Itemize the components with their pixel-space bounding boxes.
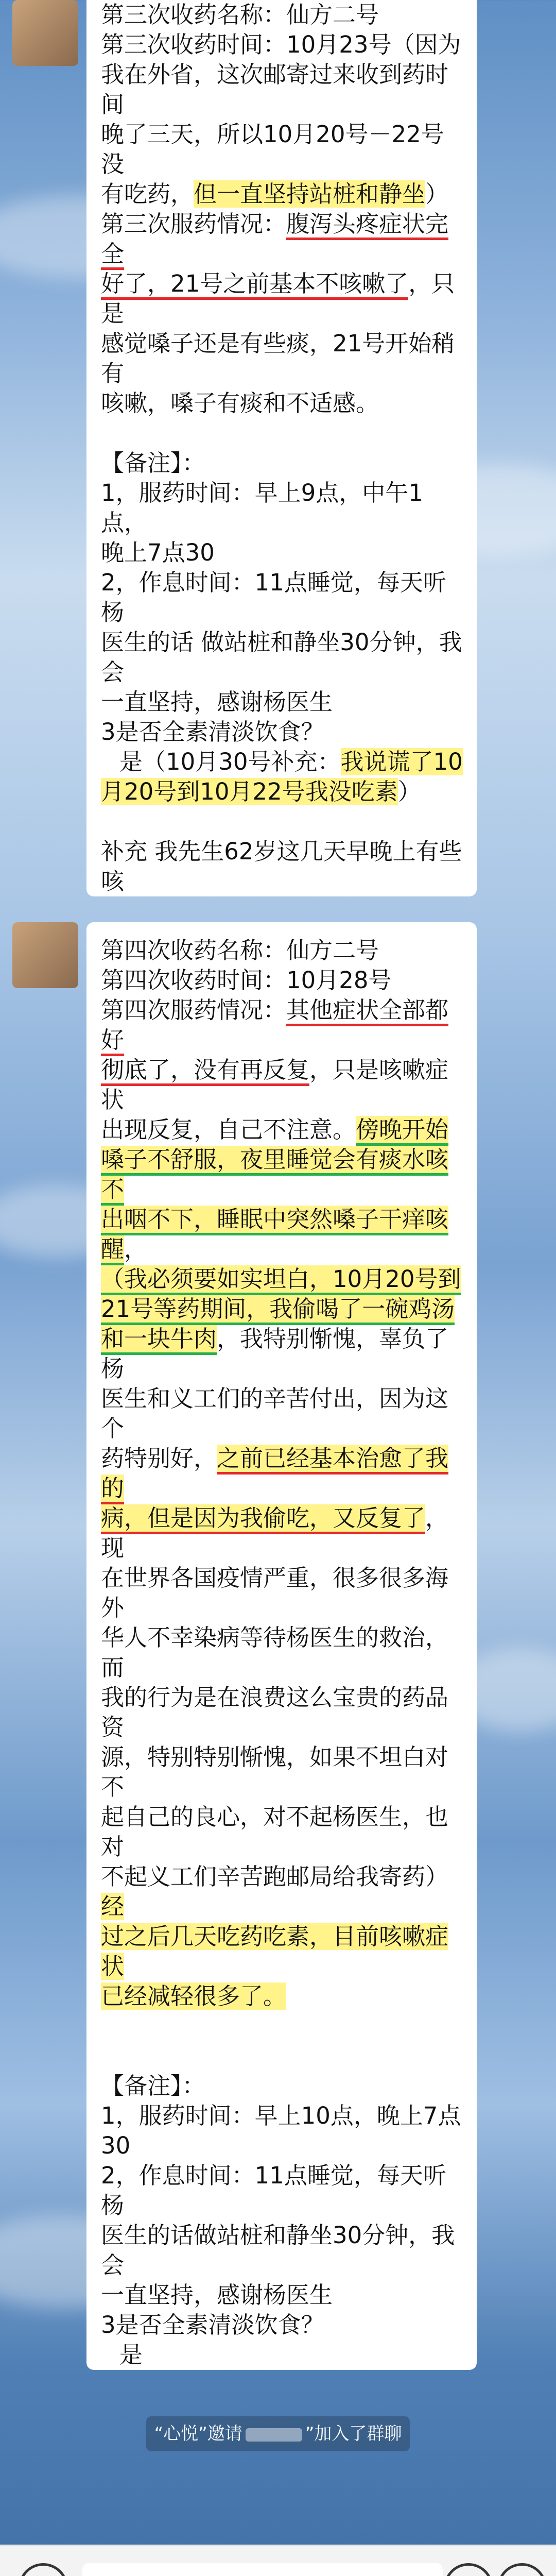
text-line xyxy=(101,1503,464,1563)
text-span: ，我特别惭愧，辜负了杨 xyxy=(101,1325,449,1382)
underline-red: 好了，21号之前基本不咳嗽了 xyxy=(101,270,408,300)
text-line: 补充 我先生62岁这几天早晚上有些咳 xyxy=(101,838,462,895)
text-line: 1，服药时间：早上9点，中午1点， xyxy=(101,479,423,536)
highlight-green-underline: 出咽不下，睡眠中突然嗓子干痒咳醒 xyxy=(101,1206,448,1265)
text-line: 华人不幸染病等待杨医生的救治，而 xyxy=(101,1624,449,1681)
text-span: ，只是 xyxy=(101,270,455,327)
highlight-yellow-underline: 之前已经基本治愈了我的 xyxy=(101,1445,448,1504)
underline-red: 彻底了，没有再反复 xyxy=(101,1056,309,1086)
text-line xyxy=(101,1205,464,1264)
text-line: 我的行为是在浪费这么宝贵的药品资 xyxy=(101,1684,449,1741)
text-line xyxy=(101,1324,464,1384)
text-line: 我在外省，这次邮寄过来收到药时间 xyxy=(101,61,449,118)
text-line xyxy=(101,1145,464,1205)
message-bubble[interactable] xyxy=(86,922,477,2370)
highlight-yellow: 我说谎了10 xyxy=(340,748,463,775)
plus-icon[interactable] xyxy=(497,2563,547,2576)
text-line: 医生的话做站桩和静坐30分钟，我会 xyxy=(101,2222,455,2279)
text-line xyxy=(101,1055,464,1115)
highlight-green-underline: 嗓子不舒服，夜里睡觉会有痰水咳不 xyxy=(101,1146,448,1206)
system-notice xyxy=(146,2416,410,2451)
voice-icon[interactable] xyxy=(19,2563,68,2576)
emoji-icon[interactable] xyxy=(444,2563,493,2576)
highlight-yellow: 月20号到10月22号我没吃素 xyxy=(101,778,398,805)
text-line: 第三次收药时间：10月23号（因为 xyxy=(101,31,461,58)
text-line xyxy=(101,1922,464,1981)
blurred-name xyxy=(246,2428,302,2442)
system-notice-prefix: “心悦”邀请 xyxy=(154,2424,242,2444)
highlight-green-underline: （我必须要如实坦白，10月20号到 xyxy=(101,1265,461,1295)
text-span: ） xyxy=(425,180,449,208)
text-line: 一直坚持，感谢杨医生 xyxy=(101,2281,333,2309)
text-line xyxy=(101,1981,464,2011)
text-line: 感觉嗓子还是有些痰，21号开始稍有 xyxy=(101,330,455,387)
highlight-green-underline: 和一块牛肉 xyxy=(101,1325,217,1355)
text-line: 在世界各国疫情严重，很多很多海外 xyxy=(101,1564,449,1621)
text-span: 不起义工们辛苦跑邮局给我寄药） xyxy=(101,1863,449,1890)
text-span: ， xyxy=(124,1235,148,1263)
text-line: 【备注】： xyxy=(101,2072,205,2099)
text-span: 药特别好， xyxy=(101,1445,217,1472)
text-span: 有吃药， xyxy=(101,180,194,208)
text-line: 一直坚持，感谢杨医生 xyxy=(101,688,333,716)
text-line: 第四次收药名称：仙方二号 xyxy=(101,937,379,964)
text-line: 第三次收药名称：仙方二号 xyxy=(101,1,379,28)
text-line xyxy=(101,1294,464,1324)
text-line xyxy=(101,269,464,329)
text-span: 第四次服药情况： xyxy=(101,996,287,1024)
text-line xyxy=(101,209,464,269)
text-line: 3是否全素清淡饮食？ xyxy=(101,2311,324,2338)
text-span: 第三次服药情况： xyxy=(101,210,287,238)
message-input[interactable] xyxy=(82,2563,443,2576)
highlight-yellow-underline: 病，但是因为我偷吃，又反复了 xyxy=(101,1504,425,1534)
highlight-yellow: 过之后几天吃药吃素，目前咳嗽症状 xyxy=(101,1923,449,1980)
emoji-icon xyxy=(454,2573,483,2576)
highlight-yellow: 经 xyxy=(101,1893,125,1920)
underline-red: 腹泻头疼症状完全 xyxy=(101,210,448,270)
text-line: 第四次收药时间：10月28号 xyxy=(101,967,392,994)
text-line xyxy=(101,1444,464,1503)
text-line: 【备注】： xyxy=(101,449,205,477)
text-line: 2，作息时间：11点睡觉，每天听杨 xyxy=(101,569,446,626)
message-bubble[interactable] xyxy=(86,0,477,896)
text-line: 1，服药时间：早上10点，晚上7点 xyxy=(101,2102,461,2129)
text-line: 医生和义工们的辛苦付出，因为这个 xyxy=(101,1385,449,1442)
text-span: 是（10月30号补充： xyxy=(119,748,341,775)
avatar[interactable] xyxy=(12,922,78,988)
text-line xyxy=(101,747,464,777)
system-notice-suffix: ”加入了群聊 xyxy=(305,2424,402,2444)
chat-input-bar xyxy=(0,2545,556,2576)
text-line: 起自己的良心，对不起杨医生，也对 xyxy=(101,1803,449,1860)
text-line xyxy=(101,1264,464,1294)
highlight-green-underline: 傍晚开始 xyxy=(356,1116,448,1146)
text-line xyxy=(101,1115,464,1145)
text-line: 晚上7点30 xyxy=(101,539,215,566)
highlight-yellow: 但一直坚持站桩和静坐 xyxy=(194,180,426,208)
text-line: 2，作息时间：11点睡觉，每天听杨 xyxy=(101,2162,446,2219)
text-line xyxy=(101,777,464,807)
text-span: 出现反复，自己不注意。 xyxy=(101,1116,356,1143)
text-line: 30 xyxy=(101,2132,131,2159)
text-line xyxy=(101,995,464,1055)
text-span: ，只是咳嗽症状 xyxy=(101,1056,449,1113)
text-line: 咳嗽，嗓子有痰和不适感。 xyxy=(101,389,379,417)
text-line: 是 xyxy=(119,2341,143,2368)
text-line: 源，特别特别惭愧，如果不坦白对不 xyxy=(101,1743,449,1801)
text-line: 晚了三天，所以10月20号－22号没 xyxy=(101,121,444,178)
avatar[interactable] xyxy=(12,0,78,66)
text-span: ） xyxy=(397,778,421,805)
underline-red: 其他症状全部都好 xyxy=(101,996,448,1056)
text-line xyxy=(101,1862,464,1922)
text-span: ，现 xyxy=(101,1504,449,1562)
text-line: 医生的话 做站桩和静坐30分钟，我会 xyxy=(101,629,462,686)
highlight-yellow: 已经减轻很多了。 xyxy=(101,1982,287,2010)
text-line: 3是否全素清淡饮食？ xyxy=(101,718,324,745)
text-line xyxy=(101,179,464,209)
highlight-green-underline: 21号等药期间，我偷喝了一碗鸡汤 xyxy=(101,1295,455,1325)
